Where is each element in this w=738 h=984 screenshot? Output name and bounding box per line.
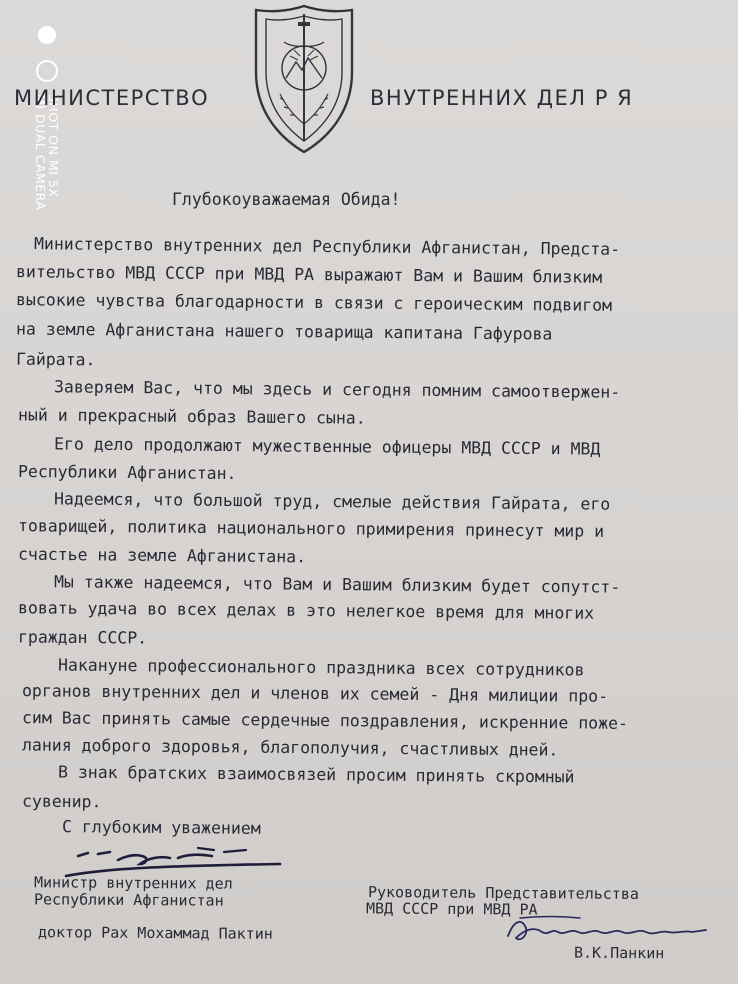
watermark-line-1: SHOT ON MI 5X xyxy=(46,94,61,198)
body-line-6: Заверяем Вас, что мы здесь и сегодня помним самоотвержен- xyxy=(53,377,621,402)
watermark-ring-icon xyxy=(36,60,58,82)
body-line-8: Его дело продолжают мужественные офицеры МВД СССР и МВД xyxy=(53,434,601,459)
body-line-9: Республики Афганистан. xyxy=(17,461,237,484)
body-line-3: высокие чувства благодарности в связи с героическим подвигом xyxy=(15,290,613,315)
body-line-5: Гайрата. xyxy=(15,349,96,370)
body-line-16: Накануне профессионального праздника всех сотрудников xyxy=(57,655,585,680)
closing: С глубоким уважением xyxy=(61,817,261,838)
body-line-11: товарищей, политика национального примирения принесут мир и xyxy=(17,516,605,541)
signatory-right-title-2: МВД СССР при МВД РА xyxy=(365,899,538,919)
body-line-13: Мы также надеемся, что Вам и Вашим близким будет сопутст- xyxy=(53,572,621,597)
signatory-right-title-1: Руководитель Представительства xyxy=(367,883,639,903)
body-line-19: лания доброго здоровья, благополучия, счастливых дней. xyxy=(21,735,559,760)
shield-emblem-icon xyxy=(250,2,358,156)
letterhead-right: ВНУТРЕННИХ ДЕЛ Р Я xyxy=(370,86,634,110)
body-line-17: органов внутренних дел и членов их семей - Дня милиции про- xyxy=(21,681,609,706)
body-line-4: на земле Афганистана нашего товарища капитана Гафурова xyxy=(15,319,553,344)
body-line-21: сувенир. xyxy=(21,791,102,812)
letterhead-left: МИНИСТЕРСТВО xyxy=(14,86,210,110)
body-line-20: В знак братских взаимосвязей просим принять скромный xyxy=(57,762,575,787)
signatory-left-title-2: Республики Афганистан xyxy=(33,890,224,910)
body-line-1: Министерство внутренних дел Республики Афганистан, Предста- xyxy=(33,234,621,259)
signatory-right-name: В.К.Панкин xyxy=(573,943,665,963)
body-line-18: сим Вас принять самые сердечные поздравления, искренние поже- xyxy=(21,708,629,733)
body-line-12: счастье на земле Афганистана. xyxy=(17,544,307,567)
watermark-line-2: MI DUAL CAMERA xyxy=(33,94,48,211)
body-line-14: вовать удача во всех делах в это нелегкое время для многих xyxy=(17,598,595,623)
watermark-text xyxy=(34,94,60,210)
body-line-10: Надеемся, что большой труд, смелые действия Гайрата, его xyxy=(53,489,611,514)
signatory-left-name: доктор Рах Мохаммад Пактин xyxy=(37,923,273,943)
body-line-7: ный и прекрасный образ Вашего сына. xyxy=(17,405,366,428)
body-line-2: вительство МВД СССР при МВД РА выражают Вам и Вашим близким xyxy=(15,262,603,287)
watermark-dot-icon xyxy=(38,26,56,44)
signatory-left-title-1: Министр внутренних дел xyxy=(33,873,233,893)
body-line-15: граждан СССР. xyxy=(17,627,148,648)
greeting: Глубокоуважаемая Обида! xyxy=(172,190,401,209)
